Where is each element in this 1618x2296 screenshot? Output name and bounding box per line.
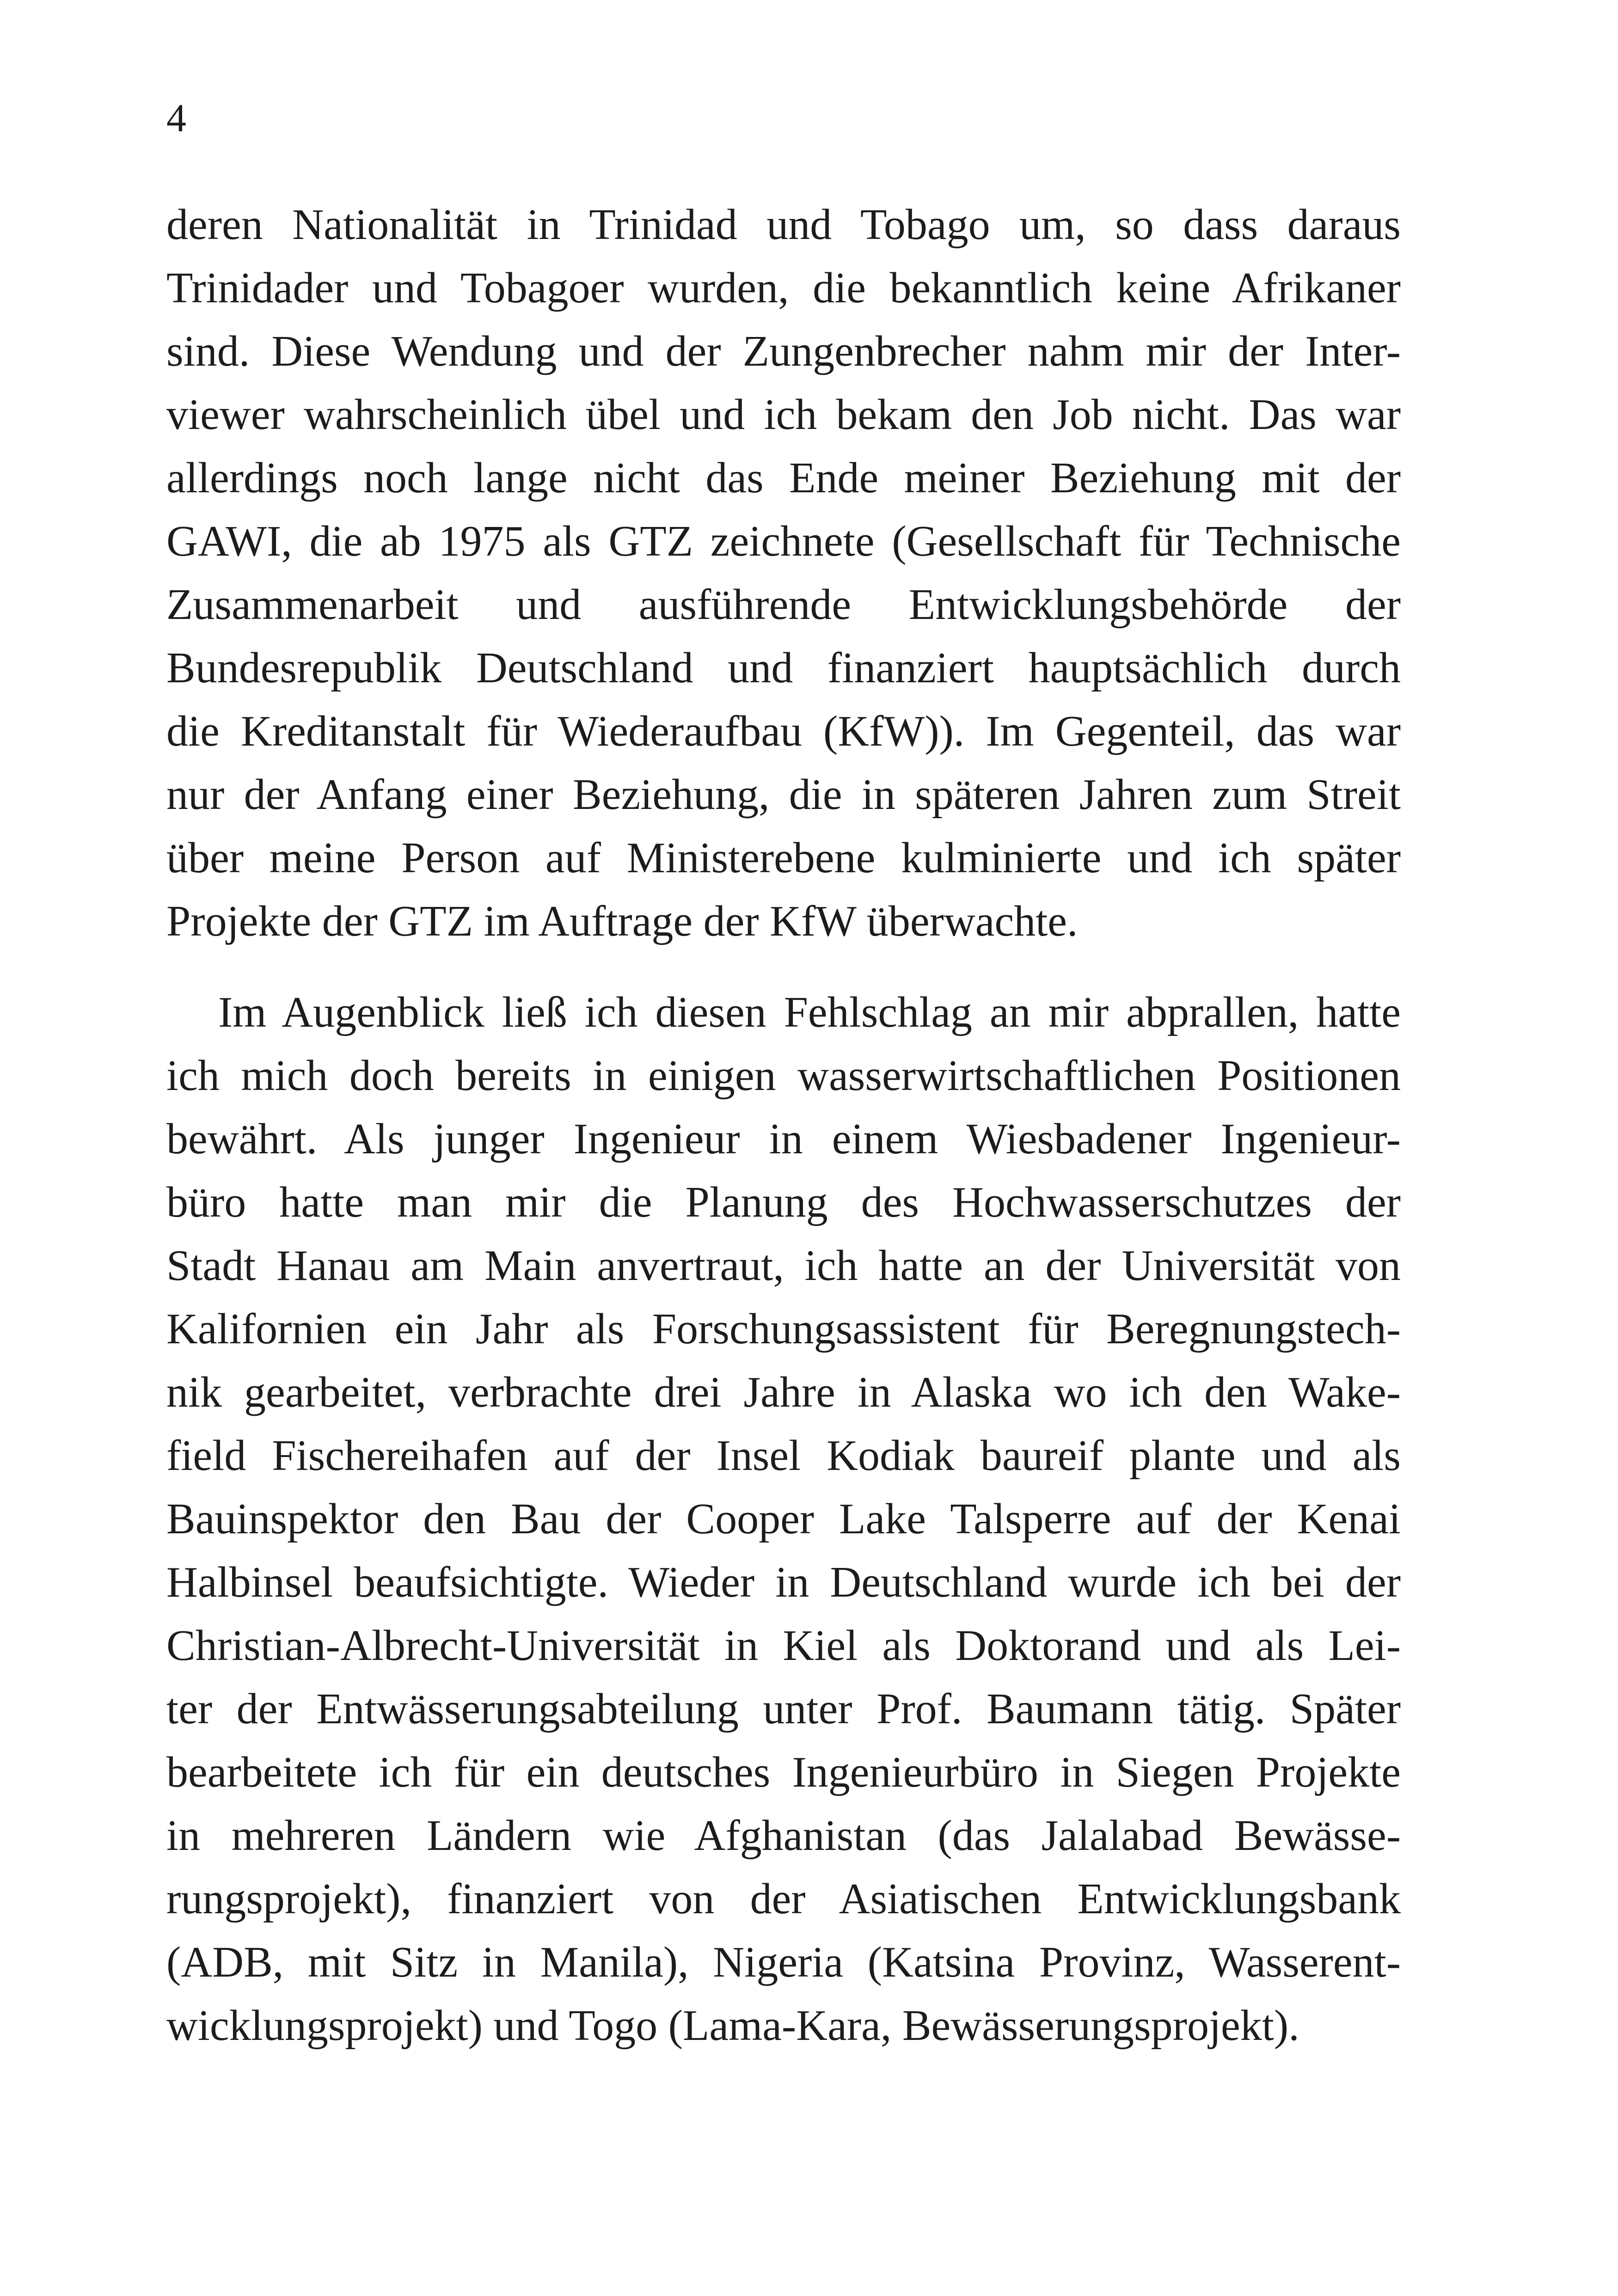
text-line: Stadt Hanau am Main anvertraut, ich hatte an der Universität von bbox=[166, 1242, 1401, 1290]
text-line: wicklungsprojekt) und Togo (Lama-Kara, Bewässerungsprojekt). bbox=[166, 2002, 1299, 2050]
paragraph-1 bbox=[166, 193, 1401, 953]
text-line: Christian-Albrecht-Universität in Kiel als Doktorand und als Lei- bbox=[166, 1622, 1401, 1670]
text-line: ich mich doch bereits in einigen wasserwirtschaftlichen Positionen bbox=[166, 1052, 1401, 1100]
text-line: (ADB, mit Sitz in Manila), Nigeria (Katsina Provinz, Wasserent- bbox=[166, 1938, 1401, 1986]
text-line: Im Augenblick ließ ich diesen Fehlschlag an mir abprallen, hatte bbox=[218, 988, 1401, 1036]
text-line: Bauinspektor den Bau der Cooper Lake Talsperre auf der Kenai bbox=[166, 1495, 1401, 1543]
text-line: über meine Person auf Ministerebene kulminierte und ich später bbox=[166, 834, 1401, 882]
text-line: nur der Anfang einer Beziehung, die in späteren Jahren zum Streit bbox=[166, 771, 1401, 819]
text-line: Kalifornien ein Jahr als Forschungsassistent für Beregnungstech- bbox=[166, 1305, 1401, 1353]
text-line: bewährt. Als junger Ingenieur in einem Wiesbadener Ingenieur- bbox=[166, 1115, 1401, 1163]
text-line: allerdings noch lange nicht das Ende meiner Beziehung mit der bbox=[166, 454, 1401, 502]
text-line: nik gearbeitet, verbrachte drei Jahre in Alaska wo ich den Wake- bbox=[166, 1368, 1401, 1416]
text-line: büro hatte man mir die Planung des Hochwasserschutzes der bbox=[166, 1178, 1401, 1226]
text-line: Zusammenarbeit und ausführende Entwicklungsbehörde der bbox=[166, 581, 1401, 629]
text-line: bearbeitete ich für ein deutsches Ingenieurbüro in Siegen Projekte bbox=[166, 1748, 1401, 1796]
text-line: field Fischereihafen auf der Insel Kodiak baureif plante und als bbox=[166, 1432, 1401, 1480]
text-line: die Kreditanstalt für Wiederaufbau (KfW)). Im Gegenteil, das war bbox=[166, 707, 1401, 755]
text-line: Projekte der GTZ im Auftrage der KfW überwachte. bbox=[166, 897, 1078, 945]
text-line: rungsprojekt), finanziert von der Asiatischen Entwicklungsbank bbox=[166, 1875, 1401, 1923]
text-line: ter der Entwässerungsabteilung unter Prof. Baumann tätig. Später bbox=[166, 1685, 1401, 1733]
text-line: in mehreren Ländern wie Afghanistan (das Jalalabad Bewässe- bbox=[166, 1812, 1401, 1860]
paragraph-2 bbox=[166, 981, 1401, 2057]
text-line: deren Nationalität in Trinidad und Tobago um, so dass daraus bbox=[166, 201, 1401, 249]
text-line: Trinidader und Tobagoer wurden, die bekanntlich keine Afrikaner bbox=[166, 264, 1401, 312]
page-number: 4 bbox=[166, 96, 186, 140]
text-line: Bundesrepublik Deutschland und finanziert hauptsächlich durch bbox=[166, 644, 1401, 692]
text-line: sind. Diese Wendung und der Zungenbrecher nahm mir der Inter- bbox=[166, 327, 1401, 375]
text-line: Halbinsel beaufsichtigte. Wieder in Deutschland wurde ich bei der bbox=[166, 1558, 1401, 1606]
text-line: viewer wahrscheinlich übel und ich bekam den Job nicht. Das war bbox=[166, 391, 1401, 439]
text-line: GAWI, die ab 1975 als GTZ zeichnete (Gesellschaft für Technische bbox=[166, 517, 1401, 565]
